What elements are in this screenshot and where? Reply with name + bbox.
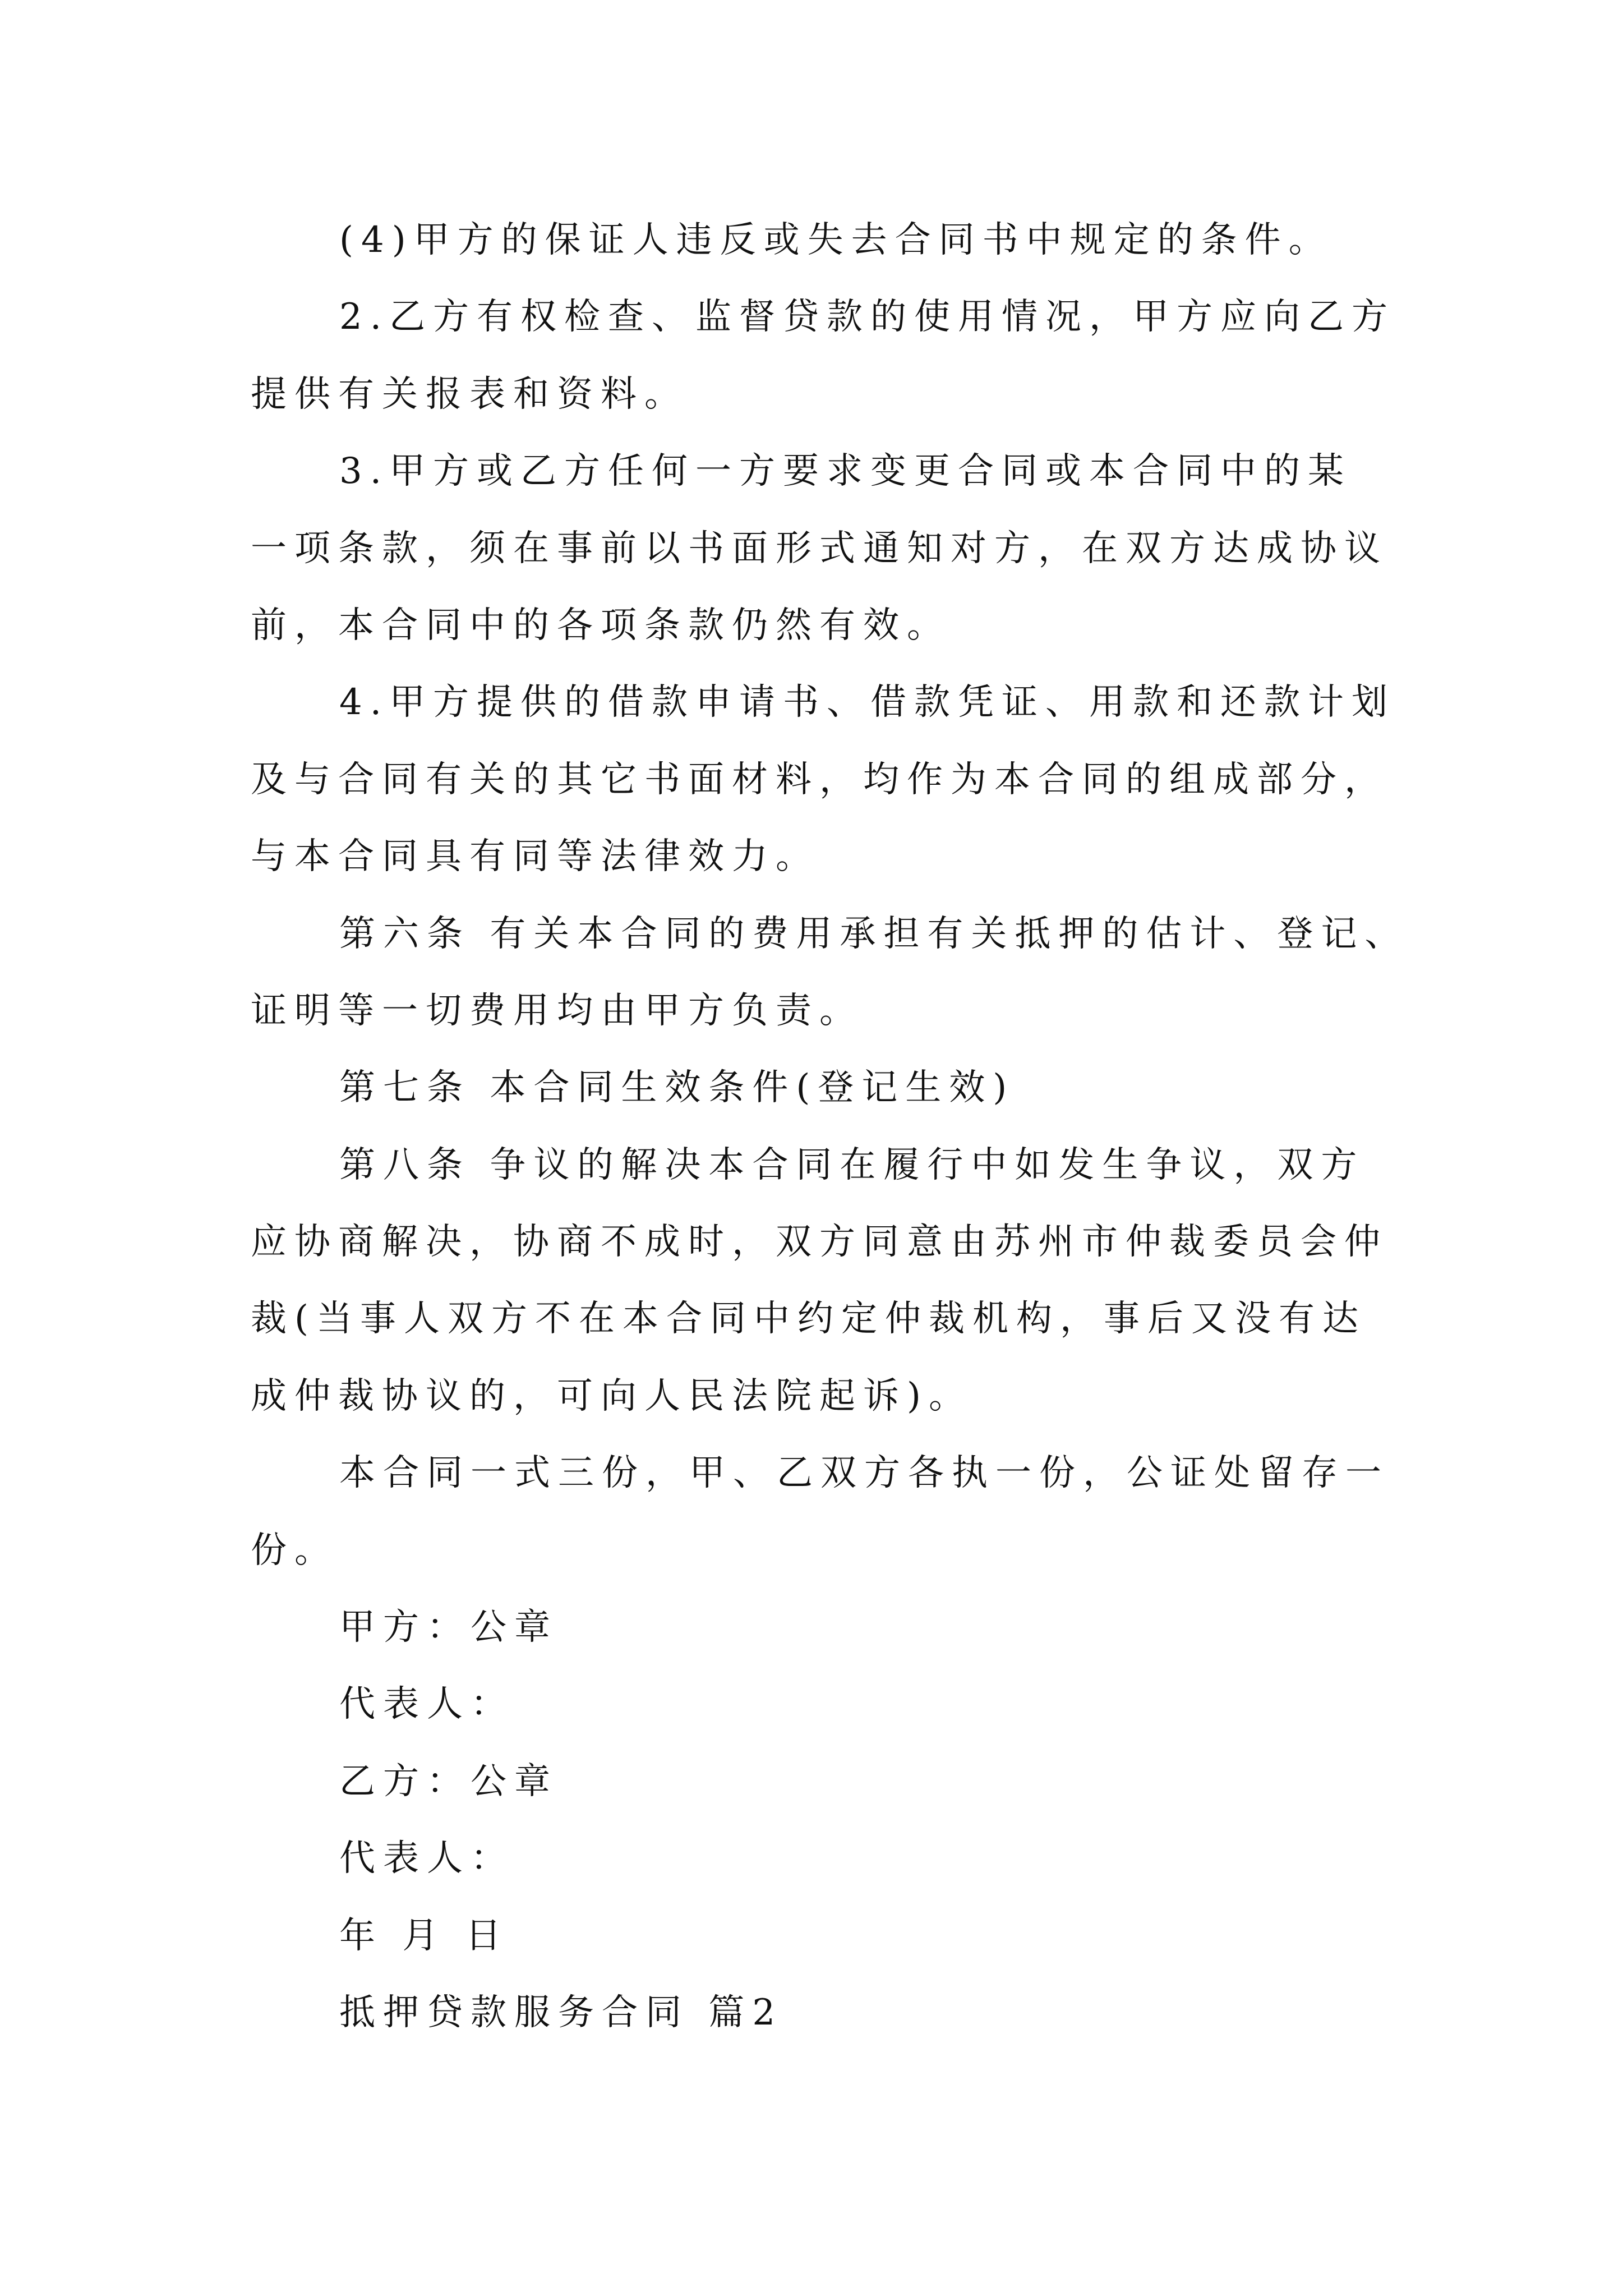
- article-eight-paragraph: [251, 1127, 1541, 1435]
- text-line: 本合同一式三份，甲、乙双方各执一份，公证处留存一: [339, 1452, 1389, 1494]
- text-line: 第六条 有关本合同的费用承担有关抵押的估计、登记、: [339, 913, 1409, 955]
- next-section-title: 抵押贷款服务合同 篇2: [339, 1991, 783, 2033]
- text-line: (4)甲方的保证人违反或失去合同书中规定的条件。: [339, 219, 1332, 261]
- text-line: 与本合同具有同等法律效力。: [251, 836, 819, 878]
- clause-paragraph: [251, 202, 1541, 279]
- text-line: 一项条款，须在事前以书面形式通知对方，在双方达成协议: [251, 527, 1388, 569]
- document-body: [251, 202, 1541, 2051]
- text-line: 提供有关报表和资料。: [251, 373, 688, 415]
- copies-paragraph: [251, 1435, 1541, 1589]
- signature-representative-b: 代表人：: [339, 1838, 514, 1880]
- article-seven-paragraph: [251, 1050, 1541, 1126]
- text-line: 4.甲方提供的借款申请书、借款凭证、用款和还款计划: [339, 682, 1396, 724]
- signature-party-b: 乙方：公章: [339, 1760, 558, 1802]
- clause-paragraph: [251, 664, 1541, 895]
- text-line: 及与合同有关的其它书面材料，均作为本合同的组成部分，: [251, 758, 1388, 800]
- text-line: 第七条 本合同生效条件(登记生效): [339, 1067, 1015, 1109]
- text-line: 份。: [251, 1529, 338, 1571]
- signature-block: [251, 1589, 1541, 1975]
- text-line: 成仲裁协议的，可向人民法院起诉)。: [251, 1375, 972, 1417]
- signature-party-a: 甲方：公章: [339, 1607, 558, 1649]
- text-line: 第八条 争议的解决本合同在履行中如发生争议，双方: [339, 1144, 1365, 1186]
- article-six-paragraph: [251, 896, 1541, 1050]
- text-line: 2.乙方有权检查、监督贷款的使用情况，甲方应向乙方: [339, 296, 1396, 338]
- signature-representative-a: 代表人：: [339, 1683, 514, 1726]
- clause-paragraph: [251, 433, 1541, 664]
- signature-date: 年 月 日: [339, 1915, 509, 1957]
- text-line: 3.甲方或乙方任何一方要求变更合同或本合同中的某: [339, 450, 1352, 493]
- clause-paragraph: [251, 279, 1541, 433]
- text-line: 前，本合同中的各项条款仍然有效。: [251, 604, 951, 646]
- text-line: 应协商解决，协商不成时，双方同意由苏州市仲裁委员会仲: [251, 1221, 1388, 1263]
- text-line: 裁(当事人双方不在本合同中约定仲裁机构，事后又没有达: [251, 1298, 1366, 1340]
- text-line: 证明等一切费用均由甲方负责。: [251, 990, 863, 1032]
